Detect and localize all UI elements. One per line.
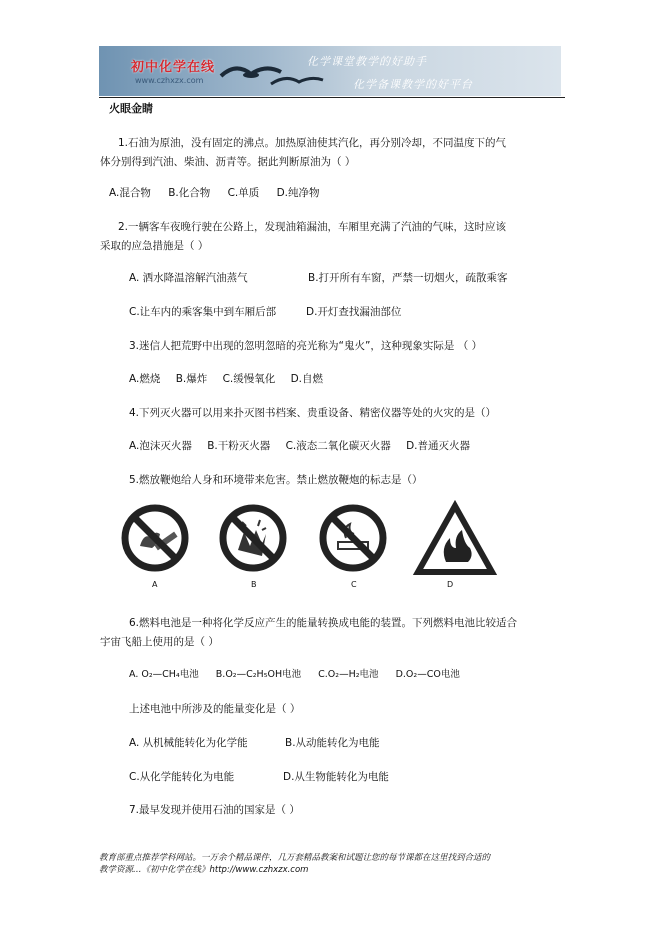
- sign-label-c: C: [351, 580, 357, 589]
- q4-line1: 4.下列灭火器可以用来扑灭图书档案、贵重设备、精密仪器等处的火灾的是（）: [129, 407, 497, 419]
- q2-line1: 2.一辆客车夜晚行驶在公路上，发现油箱漏油，车厢里充满了汽油的气味，这时应该: [118, 221, 507, 233]
- footer-line2[interactable]: 教学资源…《初中化学在线》http://www.czhxzx.com: [99, 865, 309, 875]
- footer-line1: 教育部重点推荐学科网站。一万余个精品课件，几万套精品教案和试题让您的每节课都在这里找到合适的: [99, 853, 491, 863]
- q6-option-d: D.O₂—CO电池: [395, 669, 460, 680]
- q2-line2: 采取的应急措施是（ ）: [100, 240, 209, 252]
- q3-option-d: D.自燃: [290, 373, 324, 385]
- q3-option-b: B.爆炸: [175, 373, 208, 385]
- q3-option-c: C.缓慢氧化: [222, 373, 276, 385]
- q4-options: [129, 439, 470, 453]
- sign-a-no-open-flame-icon: [125, 508, 185, 568]
- q6-option-b: B.O₂—C₂H₅OH电池: [215, 669, 302, 680]
- q3-line1: 3.迷信人把荒野中出现的忽明忽暗的亮光称为“鬼火”，这种现象实际是 （ ）: [129, 340, 483, 352]
- q4-option-c: C.液态二氧化碳灭火器: [285, 440, 391, 452]
- header-divider: [99, 97, 565, 98]
- q6-sub-question: 上述电池中所涉及的能量变化是（ ）: [129, 703, 301, 715]
- sign-b-no-firecrackers-icon: [223, 508, 283, 568]
- site-logo: 初中化学在线: [131, 60, 216, 75]
- q4-option-b: B.干粉灭火器: [207, 440, 271, 452]
- q6-options: [129, 668, 460, 682]
- q2-option-d: D.开灯查找漏油部位: [306, 306, 402, 318]
- q5-line1: 5.燃放鞭炮给人身和环境带来危害。禁止燃放鞭炮的标志是（）: [129, 474, 423, 486]
- q1-option-c: C.单质: [227, 187, 260, 199]
- q6-line1: 6.燃料电池是一种将化学反应产生的能量转换成电能的装置。下列燃料电池比较适合: [129, 617, 518, 629]
- q6-option-c: C.O₂—H₂电池: [318, 669, 379, 680]
- q6-sub-option-c: C.从化学能转化为电能: [129, 771, 235, 783]
- sign-label-a: A: [152, 580, 158, 589]
- q1-options: [109, 186, 320, 200]
- q2-option-a: A. 洒水降温溶解汽油蒸气: [129, 272, 248, 284]
- site-url: www.czhxzx.com: [135, 76, 204, 85]
- q6-line2: 宇宙飞船上使用的是（ ）: [100, 636, 219, 648]
- q1-line2: 体分别得到汽油、柴油、沥青等。据此判断原油为（ ）: [100, 156, 356, 168]
- header-banner: [99, 46, 561, 96]
- q6-option-a: A. O₂—CH₄电池: [129, 669, 199, 680]
- q6-sub-option-d: D.从生物能转化为电能: [283, 771, 389, 783]
- slogan-1: 化学课堂教学的好助手: [307, 55, 427, 68]
- q1-option-a: A.混合物: [109, 187, 151, 199]
- sign-label-b: B: [251, 580, 257, 589]
- footer: [99, 852, 490, 876]
- sign-label-d: D: [447, 580, 454, 589]
- slogan-2: 化学备课教学的好平台: [353, 78, 473, 91]
- q4-option-d: D.普通灭火器: [406, 440, 471, 452]
- q2-option-c: C.让车内的乘客集中到车厢后部: [129, 306, 277, 318]
- sign-c-no-smoking-icon: [323, 508, 383, 568]
- q6-sub-option-b: B.从动能转化为电能: [285, 737, 380, 749]
- q3-options: [129, 372, 323, 386]
- page-title: 火眼金睛: [109, 102, 153, 115]
- q4-option-a: A.泡沫灭火器: [129, 440, 192, 452]
- q3-option-a: A.燃烧: [129, 373, 161, 385]
- q6-sub-option-a: A. 从机械能转化为化学能: [129, 737, 248, 749]
- sign-d-flammable-warning-icon: [418, 506, 492, 572]
- q2-option-b: B.打开所有车窗，严禁一切烟火，疏散乘客: [308, 272, 508, 284]
- q1-option-d: D.纯净物: [276, 187, 320, 199]
- q1-option-b: B.化合物: [168, 187, 211, 199]
- q7-line1: 7.最早发现并使用石油的国家是（ ）: [129, 804, 300, 816]
- prohibition-signs: [120, 500, 500, 596]
- q1-line1: 1.石油为原油，没有固定的沸点。加热原油使其汽化，再分别冷却，不同温度下的气: [118, 137, 507, 149]
